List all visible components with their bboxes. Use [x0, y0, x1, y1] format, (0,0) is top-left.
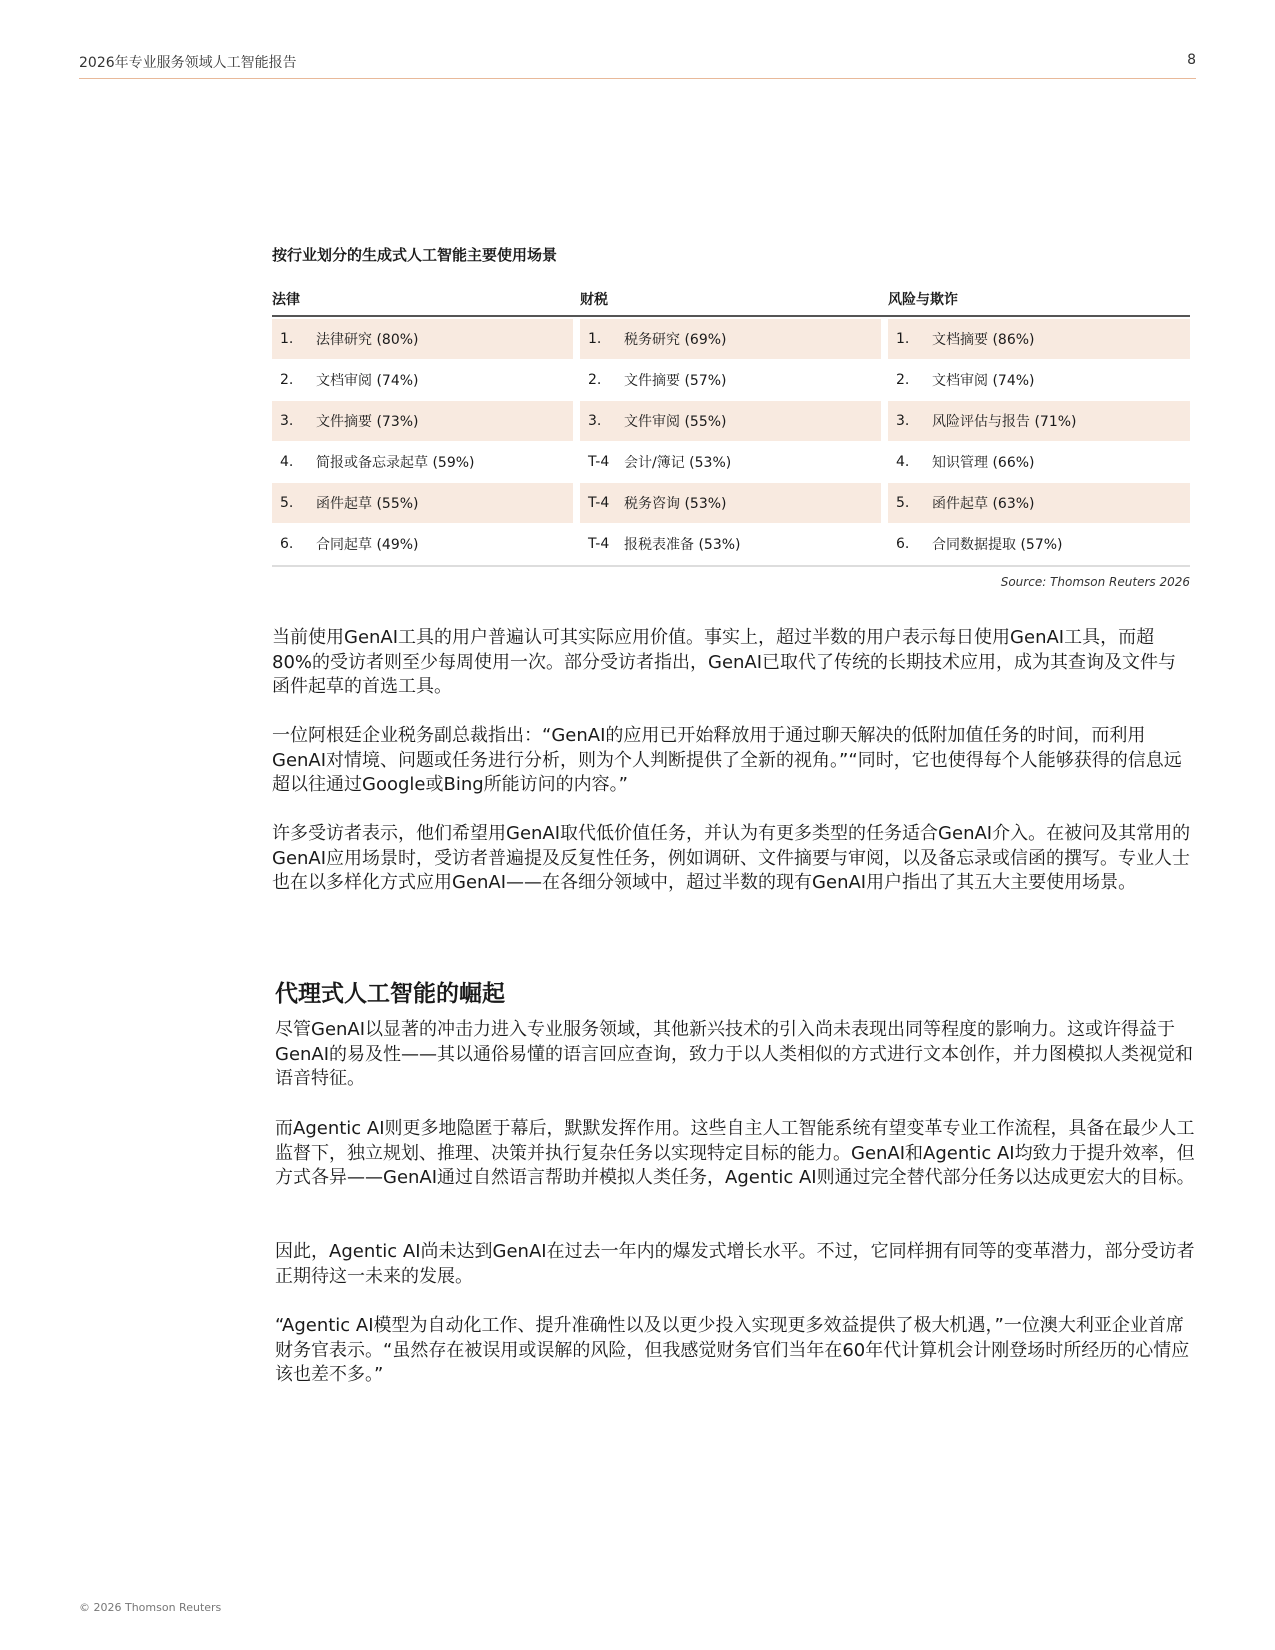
body-paragraph: 当前使用GenAI工具的用户普遍认可其实际应用价值。事实上，超过半数的用户表示每日使用GenAI工具，而超80%的受访者则至少每周使用一次。部分受访者指出，GenAI已取代了传统的长期技术应用，成为其查询及文件与函件起草的首选工具。: [272, 627, 1177, 697]
source-note: Source: Thomson Reuters 2026: [1000, 575, 1190, 589]
table-cell: [272, 483, 573, 523]
table-cell: [580, 524, 881, 564]
page-number: 8: [1187, 52, 1196, 68]
use-case-label: 文档审阅 (74%): [316, 373, 419, 389]
table-cell: [272, 360, 573, 400]
rank-label: 2.: [588, 372, 602, 388]
rank-label: 2.: [896, 372, 910, 388]
table-cell: [888, 401, 1190, 441]
table-cell: [888, 319, 1190, 359]
table-cell: [888, 442, 1190, 482]
table-row: [272, 524, 1190, 564]
use-case-label: 风险评估与报告 (71%): [932, 414, 1077, 430]
use-case-label: 合同起草 (49%): [316, 537, 419, 553]
column-header-risk-fraud: 风险与欺诈: [888, 292, 958, 308]
table-cell: [888, 483, 1190, 523]
table-cell: [580, 360, 881, 400]
copyright-notice: © 2026 Thomson Reuters: [79, 1601, 222, 1614]
use-case-label: 税务咨询 (53%): [624, 496, 727, 512]
rank-label: T-4: [588, 536, 610, 552]
rank-label: 3.: [588, 413, 602, 429]
rank-label: 5.: [896, 495, 910, 511]
table-title: 按行业划分的生成式人工智能主要使用场景: [272, 246, 558, 264]
table-cell: [888, 524, 1190, 564]
body-paragraph: 尽管GenAI以显著的冲击力进入专业服务领域，其他新兴技术的引入尚未表现出同等程度的影响力。这或许得益于GenAI的易及性——其以通俗易懂的语言回应查询，致力于以人类相似的方式进行文本创作，并力图模拟人类视觉和语音特征。: [275, 1019, 1194, 1089]
use-case-table: [272, 245, 1190, 589]
table-row: [272, 442, 1190, 482]
rank-label: 6.: [896, 536, 910, 552]
rank-label: 1.: [588, 331, 602, 347]
use-case-label: 报税表准备 (53%): [624, 537, 741, 553]
body-paragraph: “Agentic AI模型为自动化工作、提升准确性以及以更少投入实现更多效益提供了极大机遇，”一位澳大利亚企业首席财务官表示。“虽然存在被误用或误解的风险，但我感觉财务官们当年在60年代计算机会计刚登场时所经历的心情应该也差不多。”: [275, 1315, 1190, 1385]
use-case-label: 法律研究 (80%): [316, 332, 419, 348]
table-cell: [580, 483, 881, 523]
use-case-label: 知识管理 (66%): [932, 455, 1035, 471]
table-row: [272, 319, 1190, 359]
report-title: 2026年专业服务领域人工智能报告: [79, 55, 297, 71]
table-body: [272, 319, 1190, 564]
table-cell: [580, 319, 881, 359]
body-paragraph: 而Agentic AI则更多地隐匿于幕后，默默发挥作用。这些自主人工智能系统有望变革专业工作流程，具备在最少人工监督下，独立规划、推理、决策并执行复杂任务以实现特定目标的能力。GenAI和Agentic AI均致力于提升效率，但方式各异——GenAI通过自然语言帮助并模拟人类任务，Agentic AI则通过完全替代部分任务以达成更宏大的目标。: [275, 1118, 1195, 1188]
rank-label: 1.: [280, 331, 294, 347]
use-case-label: 文档审阅 (74%): [932, 373, 1035, 389]
body-paragraph: 因此，Agentic AI尚未达到GenAI在过去一年内的爆发式增长水平。不过，它同样拥有同等的变革潜力，部分受访者正期待这一未来的发展。: [275, 1241, 1195, 1287]
use-case-label: 合同数据提取 (57%): [932, 537, 1063, 553]
rank-label: 5.: [280, 495, 294, 511]
table-cell: [272, 524, 573, 564]
use-case-label: 会计/簿记 (53%): [624, 455, 732, 471]
column-header-tax: 财税: [580, 292, 608, 308]
use-case-label: 函件起草 (63%): [932, 496, 1035, 512]
table-row: [272, 360, 1190, 400]
use-case-label: 文件摘要 (57%): [624, 373, 727, 389]
rank-label: 3.: [896, 413, 910, 429]
use-case-label: 文件审阅 (55%): [624, 414, 727, 430]
table-cell: [272, 401, 573, 441]
use-case-label: 简报或备忘录起草 (59%): [316, 455, 475, 471]
table-cell: [580, 401, 881, 441]
table-row: [272, 483, 1190, 523]
rank-label: 4.: [896, 454, 910, 470]
body-paragraph: 一位阿根廷企业税务副总裁指出：“GenAI的应用已开始释放用于通过聊天解决的低附加值任务的时间，而利用GenAI对情境、问题或任务进行分析，则为个人判断提供了全新的视角。”“同时，它也使得每个人能够获得的信息远超以往通过Google或Bing所能访问的内容。”: [272, 725, 1182, 795]
use-case-label: 税务研究 (69%): [624, 332, 727, 348]
rank-label: 6.: [280, 536, 294, 552]
body-paragraph: 许多受访者表示，他们希望用GenAI取代低价值任务，并认为有更多类型的任务适合GenAI介入。在被问及其常用的GenAI应用场景时，受访者普遍提及反复性任务，例如调研、文件摘要与审阅，以及备忘录或信函的撰写。专业人士也在以多样化方式应用GenAI——在各细分领域中，超过半数的现有GenAI用户指出了其五大主要使用场景。: [272, 823, 1191, 893]
table-bottom-rule: [272, 565, 1190, 567]
rank-label: T-4: [588, 495, 610, 511]
table-column-headers: [272, 289, 1190, 311]
table-cell: [888, 360, 1190, 400]
page-header: [79, 40, 1196, 79]
rank-label: 1.: [896, 331, 910, 347]
table-cell: [272, 319, 573, 359]
rank-label: 4.: [280, 454, 294, 470]
rank-label: T-4: [588, 454, 610, 470]
use-case-label: 文件摘要 (73%): [316, 414, 419, 430]
use-case-label: 函件起草 (55%): [316, 496, 419, 512]
table-cell: [272, 442, 573, 482]
table-cell: [580, 442, 881, 482]
rank-label: 3.: [280, 413, 294, 429]
table-top-rule: [272, 315, 1190, 317]
column-header-legal: 法律: [272, 292, 300, 308]
section-heading: 代理式人工智能的崛起: [275, 981, 505, 1007]
table-row: [272, 401, 1190, 441]
rank-label: 2.: [280, 372, 294, 388]
use-case-label: 文档摘要 (86%): [932, 332, 1035, 348]
